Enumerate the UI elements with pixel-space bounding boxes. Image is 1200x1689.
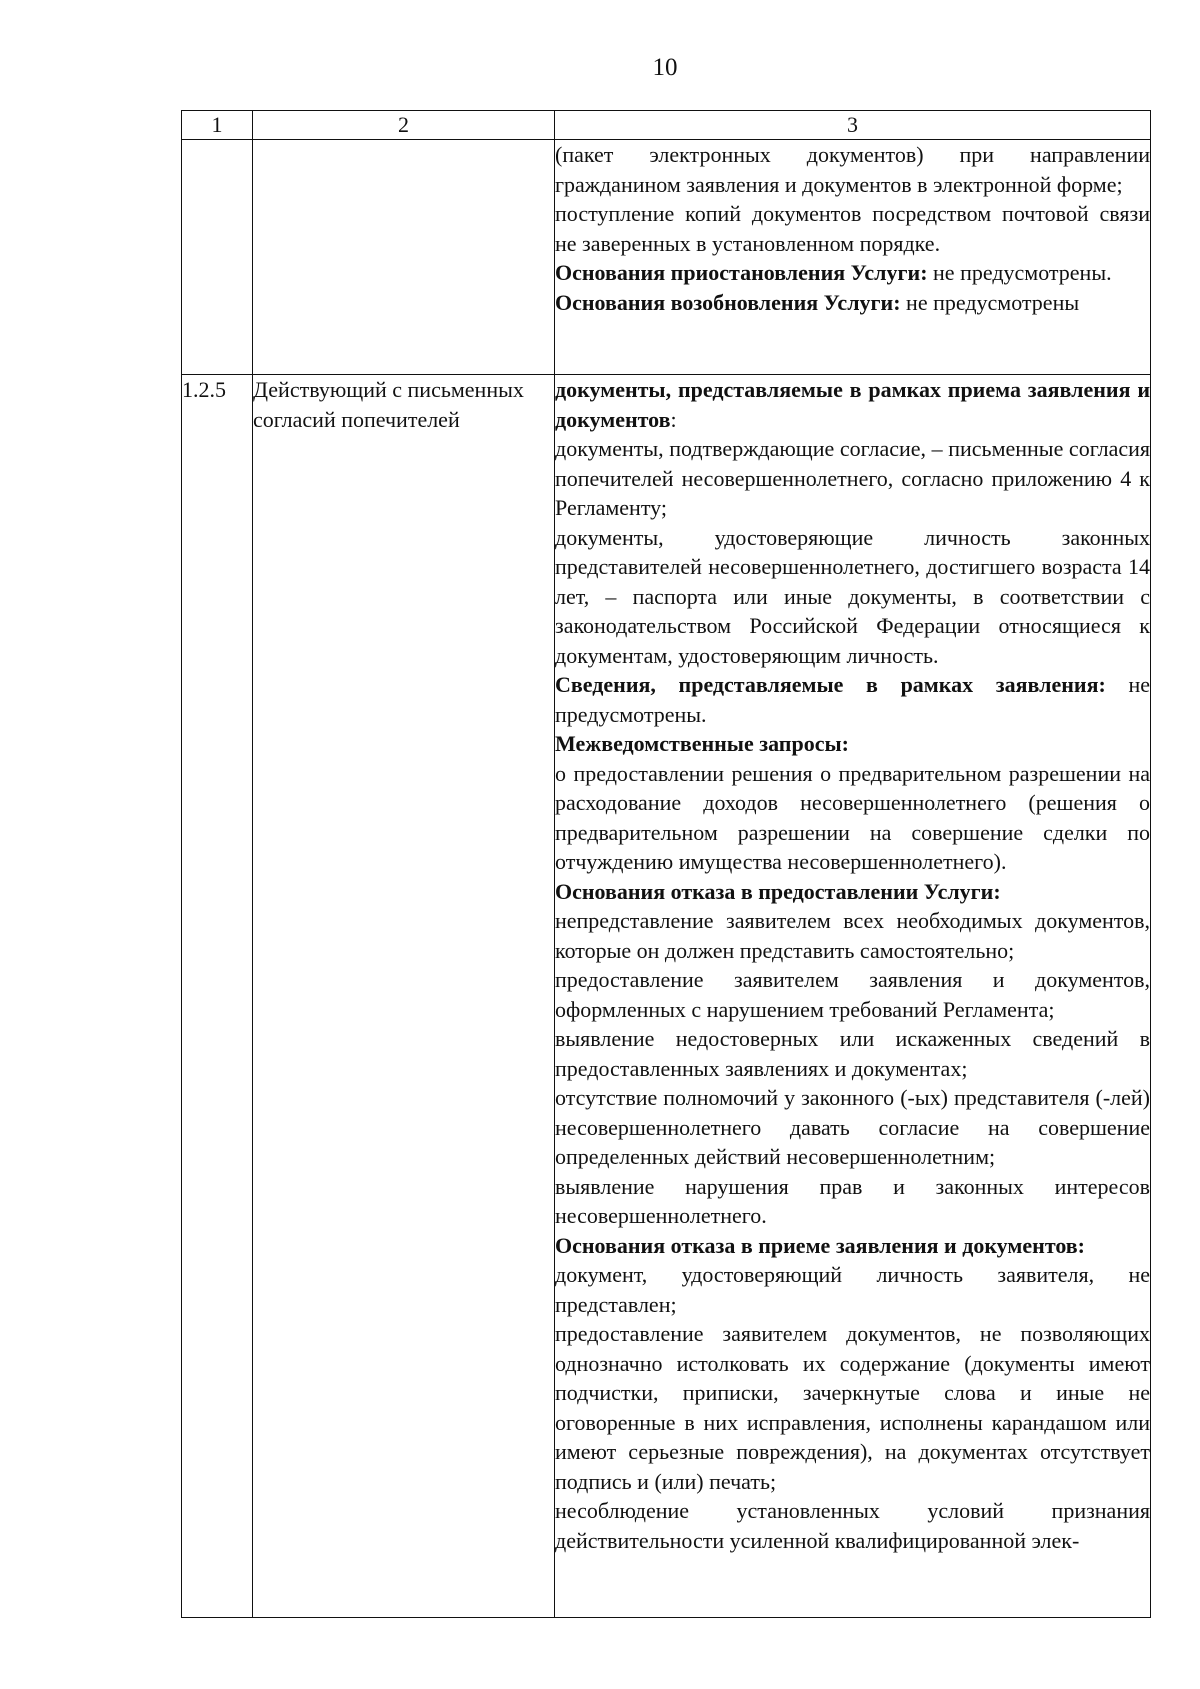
row-name	[253, 140, 555, 375]
paragraph-text: не предусмотрены	[900, 289, 1080, 315]
column-header-2: 2	[253, 111, 555, 140]
paragraph-heading: Основания отказа в предоставлении Услуги:	[555, 878, 1001, 904]
paragraph-text: поступление копий документов посредством почтовой связи не заверенных в установленном порядке.	[555, 201, 1150, 256]
content-paragraph	[555, 375, 1150, 434]
content-paragraph	[555, 1024, 1150, 1083]
content-paragraph	[555, 258, 1150, 288]
paragraph-text: непредставление заявителем всех необходимых документов, которые он должен представить самостоятельно;	[555, 908, 1150, 963]
paragraph-text: не предусмотрены.	[555, 672, 1150, 727]
content-paragraph	[555, 1172, 1150, 1231]
content-paragraph	[555, 1496, 1150, 1555]
content-paragraph	[555, 523, 1150, 671]
paragraph-text: предоставление заявителем документов, не позволяющих однозначно истолковать их содержание (документы имеют подчистки, приписки, зачеркнутые слова и иные не оговоренные в них исправления, исполнены карандашом или имеют серьезные повреждения), на документах отсутствует подпись и (или) печать;	[555, 1321, 1150, 1494]
content-paragraph	[555, 965, 1150, 1024]
paragraph-heading: Сведения, представляемые в рамках заявления:	[555, 672, 1106, 697]
row-name: Действующий с письменных согласий попечителей	[253, 375, 555, 1618]
content-paragraph	[555, 199, 1150, 258]
paragraph-heading: Основания отказа в приеме заявления и документов:	[555, 1232, 1085, 1258]
paragraph-text: документ, удостоверяющий личность заявителя, не представлен;	[555, 1262, 1150, 1317]
paragraph-text: несоблюдение установленных условий признания действительности усиленной квалифицированной элек-	[555, 1498, 1150, 1553]
table-row	[182, 140, 1151, 375]
paragraph-text: :	[670, 406, 677, 432]
content-paragraph	[555, 140, 1150, 199]
content-paragraph	[555, 288, 1150, 318]
paragraph-text: предоставление заявителем заявления и документов, оформленных с нарушением требований Регламента;	[555, 967, 1150, 1022]
paragraph-heading: Основания приостановления Услуги:	[555, 260, 928, 285]
paragraph-text: о предоставлении решения о предварительном разрешении на расходование доходов несовершеннолетнего (решения о предварительном разрешении на совершение сделки по отчуждению имущества несовершеннолетнего).	[555, 760, 1150, 874]
row-content	[555, 375, 1151, 1618]
content-paragraph	[555, 434, 1150, 523]
row-number	[182, 140, 253, 375]
row-content	[555, 140, 1151, 375]
paragraph-text: выявление нарушения прав и законных интересов несовершеннолетнего.	[555, 1173, 1150, 1228]
paragraph-text: документы, удостоверяющие личность законных представителей несовершеннолетнего, достигшего возраста 14 лет, – паспорта или иные документы, в соответствии с законодательством Российской Федерации относящиеся к документам, удостоверяющим личность.	[555, 524, 1150, 668]
content-paragraph	[555, 1083, 1150, 1172]
paragraph-heading: документы, представляемые в рамках приема заявления и документов	[555, 377, 1150, 432]
content-paragraph	[555, 729, 1150, 759]
row-number: 1.2.5	[182, 375, 253, 1618]
paragraph-text: выявление недостоверных или искаженных сведений в предоставленных заявлениях и документах;	[555, 1026, 1150, 1081]
paragraph-text: документы, подтверждающие согласие, – письменные согласия попечителей несовершеннолетнего, согласно приложению 4 к Регламенту;	[555, 436, 1150, 520]
content-paragraph	[555, 759, 1150, 877]
table-row	[182, 375, 1151, 1618]
paragraph-text: (пакет электронных документов) при направлении гражданином заявления и документов в электронной форме;	[555, 142, 1150, 197]
paragraph-text: отсутствие полномочий у законного (-ых) представителя (-лей) несовершеннолетнего давать согласие на совершение определенных действий несовершеннолетним;	[555, 1085, 1150, 1169]
content-paragraph	[555, 1319, 1150, 1496]
paragraph-heading: Межведомственные запросы:	[555, 731, 849, 756]
services-table	[181, 110, 1151, 1618]
content-paragraph	[555, 906, 1150, 965]
table-header-row	[182, 111, 1151, 140]
page-number: 10	[652, 54, 678, 81]
content-paragraph	[555, 670, 1150, 729]
column-header-3: 3	[555, 111, 1151, 140]
paragraph-heading: Основания возобновления Услуги:	[555, 289, 901, 315]
content-paragraph	[555, 1260, 1150, 1319]
content-paragraph	[555, 877, 1150, 907]
paragraph-text: не предусмотрены.	[927, 260, 1112, 285]
content-paragraph	[555, 1231, 1150, 1261]
column-header-1: 1	[182, 111, 253, 140]
